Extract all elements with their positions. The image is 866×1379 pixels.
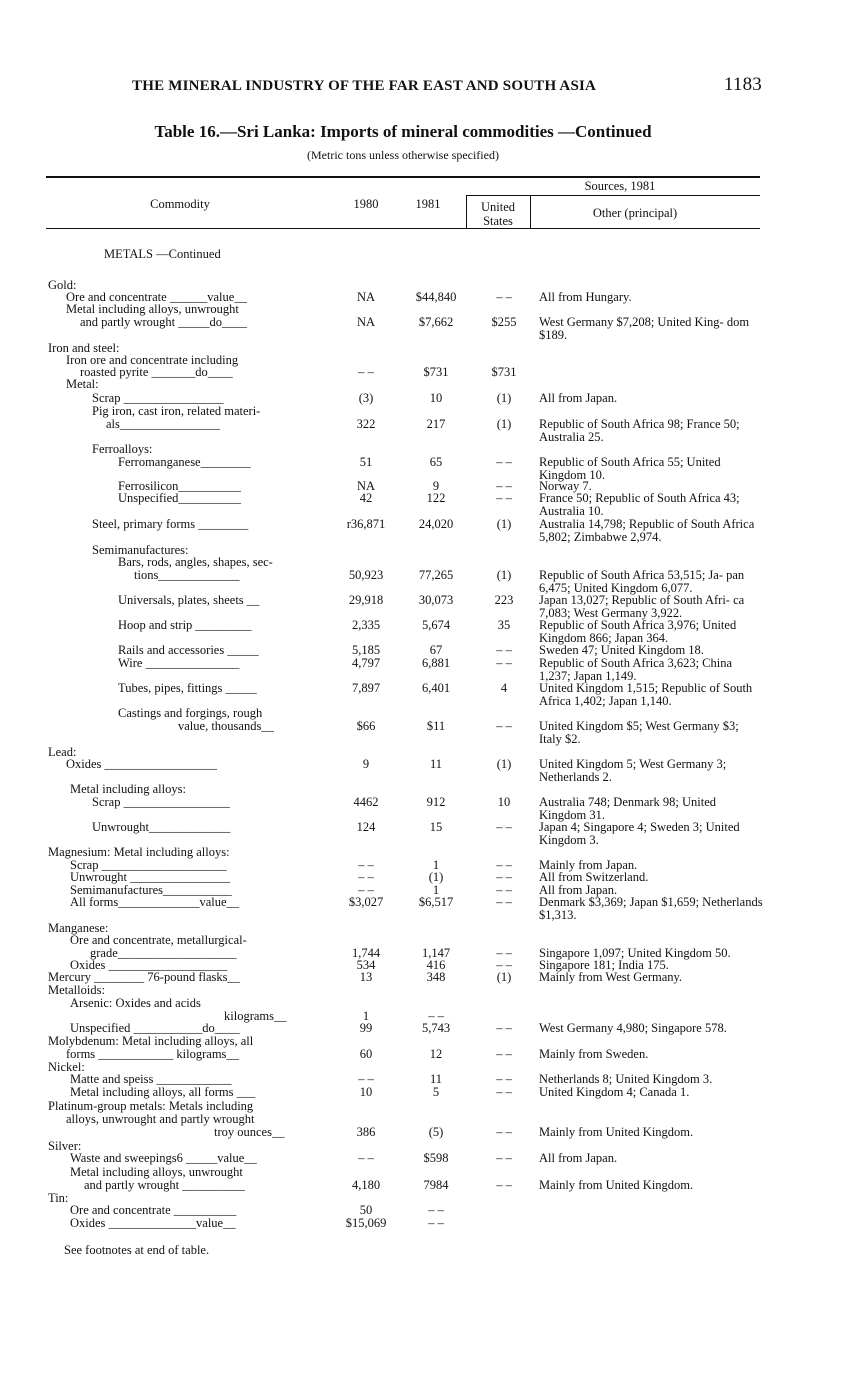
value-united-states: (1) [496,391,512,405]
value-1981: $731 [423,365,449,379]
value-united-states: – – [496,946,512,960]
value-united-states: 223 [494,593,514,607]
value-united-states: – – [496,290,512,304]
value-1981: 65 [429,455,443,469]
commodity-cell: Arsenic: Oxides and acids [70,996,201,1010]
table-top-rule [46,176,760,178]
commodity-cell: Tin: [48,1191,69,1205]
other-sources: All from Japan. [539,1151,618,1165]
commodity-cell: Iron and steel: [48,341,120,355]
value-united-states: (1) [496,517,512,531]
other-sources: Mainly from Japan. [539,858,638,872]
value-1980: 42 [359,491,373,505]
value-1980: 10 [359,1085,373,1099]
value-1980: 124 [356,820,376,834]
value-1981: 5,743 [421,1021,451,1035]
commodity-cell: Molybdenum: Metal including alloys, all [48,1034,254,1048]
value-1980: (3) [358,391,374,405]
commodity-cell: Oxides ______________value__ [70,1216,236,1230]
value-1980: – – [358,365,374,379]
other-sources: Japan 4; Singapore 4; Sweden 3; United Kingdom 3. [539,820,740,847]
value-united-states: – – [496,883,512,897]
commodity-cell: Waste and sweepings6 _____value__ [70,1151,257,1165]
commodity-cell: Iron ore and concentrate including [66,353,239,367]
value-1980: 1,744 [351,946,381,960]
value-1980: 7,897 [351,681,381,695]
value-1981: 416 [426,958,446,972]
value-1980: – – [358,1151,374,1165]
value-1981: 5 [432,1085,440,1099]
commodity-cell: value, thousands__ [178,719,274,733]
value-1980: 534 [356,958,376,972]
value-1980: NA [356,315,376,329]
value-1980: 51 [359,455,373,469]
value-1981: – – [428,1216,444,1230]
commodity-cell: Ferromanganese________ [118,455,251,469]
commodity-cell: Semimanufactures: [92,543,189,557]
value-1981: 67 [429,643,443,657]
value-united-states: – – [496,1085,512,1099]
value-1981: 10 [429,391,443,405]
commodity-cell: Metal: [66,377,99,391]
value-1980: 50,923 [348,568,384,582]
value-united-states: – – [496,491,512,505]
value-united-states: – – [496,895,512,909]
commodity-cell: forms ____________ kilograms__ [66,1047,239,1061]
other-sources: United Kingdom 4; Canada 1. [539,1085,690,1099]
page-number: 1183 [723,74,762,95]
running-head-title: THE MINERAL INDUSTRY OF THE FAR EAST AND SOUTH ASIA [132,78,597,94]
value-united-states: (1) [496,970,512,984]
value-1980: – – [358,883,374,897]
other-sources: Singapore 181; India 175. [539,958,669,972]
value-1980: $66 [356,719,376,733]
commodity-cell: Universals, plates, sheets __ [118,593,260,607]
value-1980: 4462 [353,795,379,809]
other-sources: Mainly from United Kingdom. [539,1178,694,1192]
other-sources: Singapore 1,097; United Kingdom 50. [539,946,731,960]
header-bottom-rule [46,228,760,229]
header-1981: 1981 [415,197,441,211]
value-1981: $598 [423,1151,449,1165]
other-sources: All from Hungary. [539,290,632,304]
value-1981: 24,020 [418,517,454,531]
commodity-cell: Metal including alloys, unwrought [70,1165,243,1179]
value-united-states: (1) [496,568,512,582]
commodity-cell: Metal including alloys: [70,782,186,796]
value-united-states: – – [496,479,512,493]
value-1980: 386 [356,1125,376,1139]
value-1980: – – [358,1072,374,1086]
other-sources: United Kingdom $5; West Germany $3; Italy $2. [539,719,739,746]
value-1981: 77,265 [418,568,454,582]
value-1981: 15 [429,820,443,834]
commodity-cell: Unwrought_____________ [92,820,231,834]
commodity-cell: Scrap ____________________ [70,858,227,872]
commodity-cell: Lead: [48,745,77,759]
sources-rule [466,195,760,196]
header-commodity: Commodity [150,197,210,211]
value-1981: 1 [432,858,440,872]
commodity-cell: All forms_____________value__ [70,895,240,909]
commodity-cell: METALS —Continued [104,247,221,261]
value-1980: 13 [359,970,373,984]
value-united-states: – – [496,1178,512,1192]
other-sources: Norway 7. [539,479,592,493]
footnote-reference: See footnotes at end of table. [64,1243,210,1257]
commodity-cell: als________________ [106,417,220,431]
value-united-states: – – [496,719,512,733]
other-sources: Republic of South Africa 98; France 50; Australia 25. [539,417,740,444]
commodity-cell: Ore and concentrate __________ [70,1203,237,1217]
other-sources: Republic of South Africa 3,976; United Kingdom 866; Japan 364. [539,618,737,645]
table-title: Table 16.—Sri Lanka: Imports of mineral commodities —Continued [154,122,652,141]
commodity-cell: Magnesium: Metal including alloys: [48,845,230,859]
commodity-cell: Rails and accessories _____ [118,643,259,657]
commodity-cell: Unspecified ___________do____ [70,1021,240,1035]
commodity-cell: kilograms__ [224,1009,287,1023]
value-1981: 348 [426,970,446,984]
commodity-cell: roasted pyrite _______do____ [80,365,233,379]
commodity-cell: Mercury ________ 76-pound flasks__ [48,970,240,984]
value-1981: 12 [429,1047,443,1061]
value-1981: (1) [428,870,444,884]
value-united-states: $731 [491,365,517,379]
commodity-cell: troy ounces__ [214,1125,285,1139]
commodity-cell: grade___________________ [90,946,237,960]
value-united-states: $255 [491,315,517,329]
value-1981: 30,073 [418,593,454,607]
value-united-states: – – [496,958,512,972]
value-1980: NA [356,479,376,493]
value-united-states: – – [496,1151,512,1165]
other-sources: United Kingdom 5; West Germany 3; Netherlands 2. [539,757,727,784]
commodity-cell: Scrap ________________ [92,391,224,405]
value-1980: 1 [362,1009,370,1023]
commodity-cell: Oxides __________________ [66,757,218,771]
commodity-cell: Metal including alloys, all forms ___ [70,1085,256,1099]
value-1981: $7,662 [418,315,454,329]
header-united-states: United States [480,200,516,228]
value-1981: 11 [429,757,443,771]
value-1980: 60 [359,1047,373,1061]
value-1981: – – [428,1203,444,1217]
other-sources: Mainly from United Kingdom. [539,1125,694,1139]
value-united-states: (1) [496,757,512,771]
commodity-cell: Steel, primary forms ________ [92,517,249,531]
commodity-cell: Unwrought ________________ [70,870,231,884]
value-1981: 6,881 [421,656,451,670]
commodity-cell: and partly wrought _____do____ [80,315,247,329]
value-united-states: – – [496,643,512,657]
other-sources: Australia 14,798; Republic of South Africa 5,802; Zimbabwe 2,974. [539,517,755,544]
other-sources: Republic of South Africa 53,515; Ja- pan 6,475; United Kingdom 6,077. [539,568,745,595]
commodity-cell: Castings and forgings, rough [118,706,263,720]
value-1981: 5,674 [421,618,451,632]
commodity-cell: and partly wrought __________ [84,1178,245,1192]
commodity-cell: Hoop and strip _________ [118,618,252,632]
other-sources: Mainly from Sweden. [539,1047,649,1061]
commodity-cell: Scrap _________________ [92,795,230,809]
value-1980: $15,069 [345,1216,387,1230]
commodity-cell: Ferroalloys: [92,442,153,456]
commodity-cell: Ore and concentrate ______value__ [66,290,247,304]
value-1981: 217 [426,417,446,431]
other-sources: West Germany 4,980; Singapore 578. [539,1021,727,1035]
commodity-cell: Semimanufactures___________ [70,883,232,897]
value-united-states: – – [496,455,512,469]
value-1981: (5) [428,1125,444,1139]
value-united-states: 4 [500,681,508,695]
other-sources: Netherlands 8; United Kingdom 3. [539,1072,713,1086]
other-sources: Japan 13,027; Republic of South Afri- ca 7,083; West Germany 3,922. [539,593,745,620]
value-1980: 4,180 [351,1178,381,1192]
value-united-states: – – [496,1021,512,1035]
value-1981: 9 [432,479,440,493]
commodity-cell: Manganese: [48,921,109,935]
value-united-states: – – [496,858,512,872]
value-1981: 7984 [423,1178,449,1192]
commodity-cell: Gold: [48,278,77,292]
commodity-cell: Metalloids: [48,983,105,997]
commodity-cell: Metal including alloys, unwrought [66,302,239,316]
other-sources: Republic of South Africa 55; United Kingdom 10. [539,455,721,482]
value-1981: $11 [426,719,446,733]
value-1980: NA [356,290,376,304]
value-1980: 4,797 [351,656,381,670]
value-1981: 6,401 [421,681,451,695]
table-subtitle: (Metric tons unless otherwise specified) [307,148,499,162]
commodity-cell: Nickel: [48,1060,85,1074]
other-sources: Sweden 47; United Kingdom 18. [539,643,704,657]
value-united-states: – – [496,1072,512,1086]
commodity-cell: Tubes, pipes, fittings _____ [118,681,257,695]
value-1981: $6,517 [418,895,454,909]
commodity-cell: Pig iron, cast iron, related materi- [92,404,261,418]
other-sources: All from Japan. [539,883,618,897]
value-united-states: 10 [497,795,511,809]
other-column-divider [530,195,531,229]
value-1980: r36,871 [346,517,386,531]
commodity-cell: tions_____________ [134,568,240,582]
value-1981: 122 [426,491,446,505]
value-1980: 29,918 [348,593,384,607]
value-1980: – – [358,870,374,884]
value-1980: – – [358,858,374,872]
commodity-cell: Oxides ___________________ [70,958,228,972]
commodity-cell: Silver: [48,1139,82,1153]
value-1981: 11 [429,1072,443,1086]
commodity-cell: Ore and concentrate, metallurgical- [70,933,247,947]
other-sources: France 50; Republic of South Africa 43; Australia 10. [539,491,740,518]
value-1980: 5,185 [351,643,381,657]
running-head [132,76,762,98]
other-sources: United Kingdom 1,515; Republic of South Africa 1,402; Japan 1,140. [539,681,753,708]
value-1980: 50 [359,1203,373,1217]
header-1980: 1980 [353,197,379,211]
value-united-states: – – [496,1125,512,1139]
commodity-cell: alloys, unwrought and partly wrought [66,1112,255,1126]
value-united-states: – – [496,820,512,834]
value-1980: 99 [359,1021,373,1035]
value-1980: 9 [362,757,370,771]
header-other: Other (principal) [592,206,678,220]
other-sources: Denmark $3,369; Japan $1,659; Netherlands $1,313. [539,895,763,922]
commodity-cell: Bars, rods, angles, shapes, sec- [118,555,273,569]
other-sources: All from Switzerland. [539,870,649,884]
value-1981: $44,840 [415,290,457,304]
value-1980: 2,335 [351,618,381,632]
value-1981: 912 [426,795,446,809]
value-1981: 1,147 [421,946,451,960]
value-united-states: 35 [497,618,511,632]
other-sources: Mainly from West Germany. [539,970,683,984]
value-1980: $3,027 [348,895,384,909]
other-sources: Republic of South Africa 3,623; China 1,237; Japan 1,149. [539,656,733,683]
value-united-states: – – [496,656,512,670]
value-united-states: – – [496,870,512,884]
value-1980: 322 [356,417,376,431]
value-united-states: (1) [496,417,512,431]
value-united-states: – – [496,1047,512,1061]
header-sources: Sources, 1981 [584,179,656,193]
commodity-cell: Ferrosilicon__________ [118,479,241,493]
commodity-cell: Platinum-group metals: Metals including [48,1099,254,1113]
other-sources: All from Japan. [539,391,618,405]
value-1981: 1 [432,883,440,897]
other-sources: Australia 748; Denmark 98; United Kingdom 31. [539,795,717,822]
commodity-cell: Unspecified__________ [118,491,241,505]
other-sources: West Germany $7,208; United King- dom $189. [539,315,750,342]
commodity-cell: Matte and speiss ____________ [70,1072,232,1086]
commodity-cell: Wire _______________ [118,656,240,670]
value-1981: – – [428,1009,444,1023]
